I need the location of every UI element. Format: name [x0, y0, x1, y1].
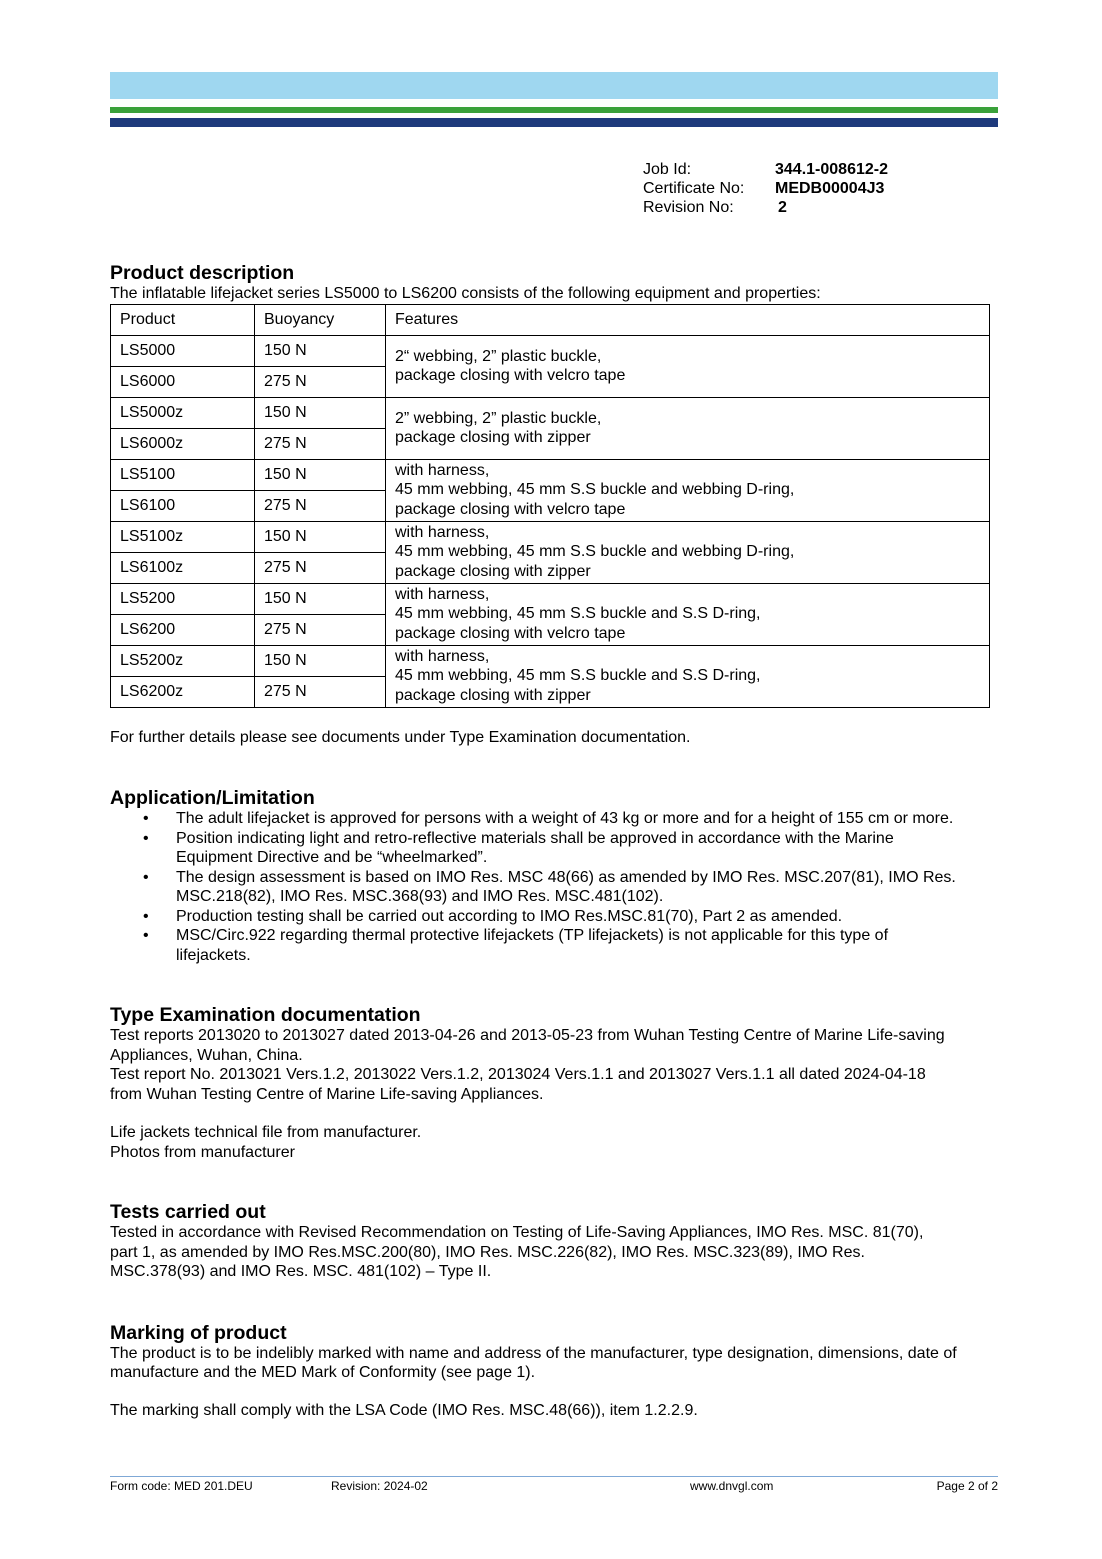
feature-line: 45 mm webbing, 45 mm S.S buckle and S.S D-ring,	[395, 605, 761, 623]
column-header: Buoyancy	[255, 304, 386, 335]
buoyancy-cell: 275 N	[255, 366, 386, 397]
product-cell: LS6200	[111, 614, 255, 645]
feature-line: with harness,	[395, 585, 490, 603]
buoyancy-cell: 150 N	[255, 645, 386, 676]
feature-line: 2“ webbing, 2” plastic buckle,	[395, 347, 602, 365]
type-exam-section	[110, 1004, 995, 1162]
product-cell: LS5000z	[111, 397, 255, 428]
text-line: Test reports 2013020 to 2013027 dated 2013-04-26 and 2013-05-23 from Wuhan Testing Centre of Marine Life-saving	[110, 1027, 945, 1044]
list-item-line: MSC/Circ.922 regarding thermal protective lifejackets (TP lifejackets) is not applicable for this type of	[176, 927, 889, 944]
feature-line: 45 mm webbing, 45 mm S.S buckle and S.S D-ring,	[395, 667, 761, 685]
section-title: Tests carried out	[110, 1201, 266, 1223]
list-item	[110, 926, 995, 965]
marking-text-2: The marking shall comply with the LSA Code (IMO Res. MSC.48(66)), item 1.2.2.9.	[110, 1401, 698, 1419]
footer-page-number: Page 2 of 2	[936, 1479, 998, 1493]
application-section	[110, 787, 995, 965]
table-row	[111, 645, 990, 676]
text-line: manufacture and the MED Mark of Conformity (see page 1).	[110, 1364, 536, 1381]
list-item-line: Position indicating light and retro-reflective materials shall be approved in accordance with the Marine	[176, 829, 894, 847]
feature-line: with harness,	[395, 461, 490, 479]
section-title: Application/Limitation	[110, 787, 315, 809]
product-cell: LS6100	[111, 490, 255, 521]
table-header-row	[111, 304, 990, 335]
list-item	[110, 829, 995, 868]
buoyancy-cell: 150 N	[255, 335, 386, 366]
table-row	[111, 335, 990, 366]
features-cell	[386, 397, 990, 459]
feature-line: with harness,	[395, 647, 490, 665]
features-cell	[386, 583, 990, 645]
marking-section	[110, 1322, 995, 1421]
feature-line: package closing with velcro tape	[395, 624, 626, 642]
feature-line: package closing with velcro tape	[395, 367, 626, 384]
type-exam-text-2	[110, 1123, 995, 1162]
features-cell	[386, 521, 990, 583]
section-title: Marking of product	[110, 1321, 287, 1344]
table-row	[111, 397, 990, 428]
application-list	[110, 809, 995, 965]
product-cell: LS6000z	[111, 428, 255, 459]
header-band-navy	[110, 118, 998, 127]
job-id-value: 344.1-008612-2	[775, 161, 888, 178]
section-title: Type Examination documentation	[110, 1004, 421, 1026]
feature-line: package closing with velcro tape	[395, 500, 626, 518]
certificate-meta	[643, 160, 888, 217]
buoyancy-cell: 275 N	[255, 676, 386, 707]
bullet-icon: •	[143, 927, 149, 944]
product-cell: LS5200	[111, 583, 255, 614]
section-title: Product description	[110, 262, 295, 284]
document-body	[110, 262, 995, 1420]
feature-line: package closing with zipper	[395, 686, 591, 704]
buoyancy-cell: 275 N	[255, 552, 386, 583]
text-line: Tested in accordance with Revised Recommendation on Testing of Life-Saving Appliances, IMO Res. MSC. 81(70),	[110, 1224, 924, 1241]
revision-label: Revision No:	[643, 199, 734, 216]
text-line: Life jackets technical file from manufacturer.	[110, 1124, 422, 1141]
header-band-light	[110, 72, 998, 99]
product-cell: LS6000	[111, 366, 255, 397]
buoyancy-cell: 275 N	[255, 490, 386, 521]
bullet-icon: •	[143, 829, 149, 847]
table-row	[111, 459, 990, 490]
buoyancy-cell: 275 N	[255, 614, 386, 645]
product-description-section	[110, 262, 995, 747]
product-note: For further details please see documents under Type Examination documentation.	[110, 728, 691, 746]
certificate-value: MEDB00004J3	[775, 180, 885, 197]
column-header: Features	[386, 304, 990, 335]
tests-text	[110, 1223, 995, 1282]
list-item	[110, 809, 995, 829]
list-item-line: The adult lifejacket is approved for persons with a weight of 43 kg or more and for a height of 155 cm or more.	[176, 810, 954, 827]
product-cell: LS6200z	[111, 676, 255, 707]
footer-revision: Revision: 2024-02	[331, 1479, 428, 1493]
feature-line: package closing with zipper	[395, 429, 591, 446]
type-exam-text	[110, 1026, 995, 1104]
list-item-line: Production testing shall be carried out according to IMO Res.MSC.81(70), Part 2 as amended.	[176, 907, 843, 925]
list-item	[110, 907, 995, 927]
list-item-line: lifejackets.	[176, 946, 251, 964]
text-line: The product is to be indelibly marked with name and address of the manufacturer, type designation, dimensions, date of	[110, 1344, 957, 1362]
text-line: Test report No. 2013021 Vers.1.2, 2013022 Vers.1.2, 2013024 Vers.1.1 and 2013027 Vers.1.1 all dated 2024-04-18	[110, 1066, 926, 1083]
product-cell: LS5100	[111, 459, 255, 490]
footer-form-code: Form code: MED 201.DEU	[110, 1479, 253, 1493]
buoyancy-cell: 275 N	[255, 428, 386, 459]
text-line: part 1, as amended by IMO Res.MSC.200(80), IMO Res. MSC.226(82), IMO Res. MSC.323(89), IMO Res.	[110, 1243, 865, 1261]
product-cell: LS5200z	[111, 645, 255, 676]
text-line: MSC.378(93) and IMO Res. MSC. 481(102) – Type II.	[110, 1263, 492, 1280]
list-item-line: MSC.218(82), IMO Res. MSC.368(93) and IMO Res. MSC.481(102).	[176, 888, 664, 905]
product-cell: LS6100z	[111, 552, 255, 583]
bullet-icon: •	[143, 868, 149, 886]
list-item	[110, 868, 995, 907]
feature-line: 45 mm webbing, 45 mm S.S buckle and webbing D-ring,	[395, 543, 795, 561]
feature-line: package closing with zipper	[395, 562, 591, 580]
product-intro: The inflatable lifejacket series LS5000 to LS6200 consists of the following equipment and properties:	[110, 285, 821, 302]
buoyancy-cell: 150 N	[255, 521, 386, 552]
revision-value: 2	[778, 199, 787, 216]
marking-text	[110, 1344, 995, 1383]
bullet-icon: •	[143, 810, 149, 827]
features-cell	[386, 335, 990, 397]
table-row	[111, 583, 990, 614]
features-cell	[386, 459, 990, 521]
product-cell: LS5000	[111, 335, 255, 366]
bullet-icon: •	[143, 907, 149, 925]
feature-line: 45 mm webbing, 45 mm S.S buckle and webbing D-ring,	[395, 481, 795, 499]
buoyancy-cell: 150 N	[255, 583, 386, 614]
column-header: Product	[111, 304, 255, 335]
list-item-line: The design assessment is based on IMO Res. MSC 48(66) as amended by IMO Res. MSC.207(81), IMO Res.	[176, 868, 956, 886]
feature-line: 2” webbing, 2” plastic buckle,	[395, 409, 602, 427]
product-table	[110, 304, 990, 708]
certificate-label: Certificate No:	[643, 180, 745, 197]
text-line: Appliances, Wuhan, China.	[110, 1046, 303, 1064]
header-band-green	[110, 107, 998, 113]
list-item-line: Equipment Directive and be “wheelmarked”.	[176, 849, 488, 866]
footer-website[interactable]: www.dnvgl.com	[690, 1479, 774, 1493]
buoyancy-cell: 150 N	[255, 459, 386, 490]
buoyancy-cell: 150 N	[255, 397, 386, 428]
certificate-row	[643, 179, 888, 198]
text-line: Photos from manufacturer	[110, 1143, 295, 1161]
footer-divider	[110, 1476, 998, 1477]
table-row	[111, 521, 990, 552]
job-id-row	[643, 160, 888, 179]
product-cell: LS5100z	[111, 521, 255, 552]
feature-line: with harness,	[395, 523, 490, 541]
job-id-label: Job Id:	[643, 161, 692, 178]
tests-section	[110, 1201, 995, 1282]
features-cell	[386, 645, 990, 707]
revision-row	[643, 198, 888, 217]
text-line: from Wuhan Testing Centre of Marine Life-saving Appliances.	[110, 1085, 544, 1103]
